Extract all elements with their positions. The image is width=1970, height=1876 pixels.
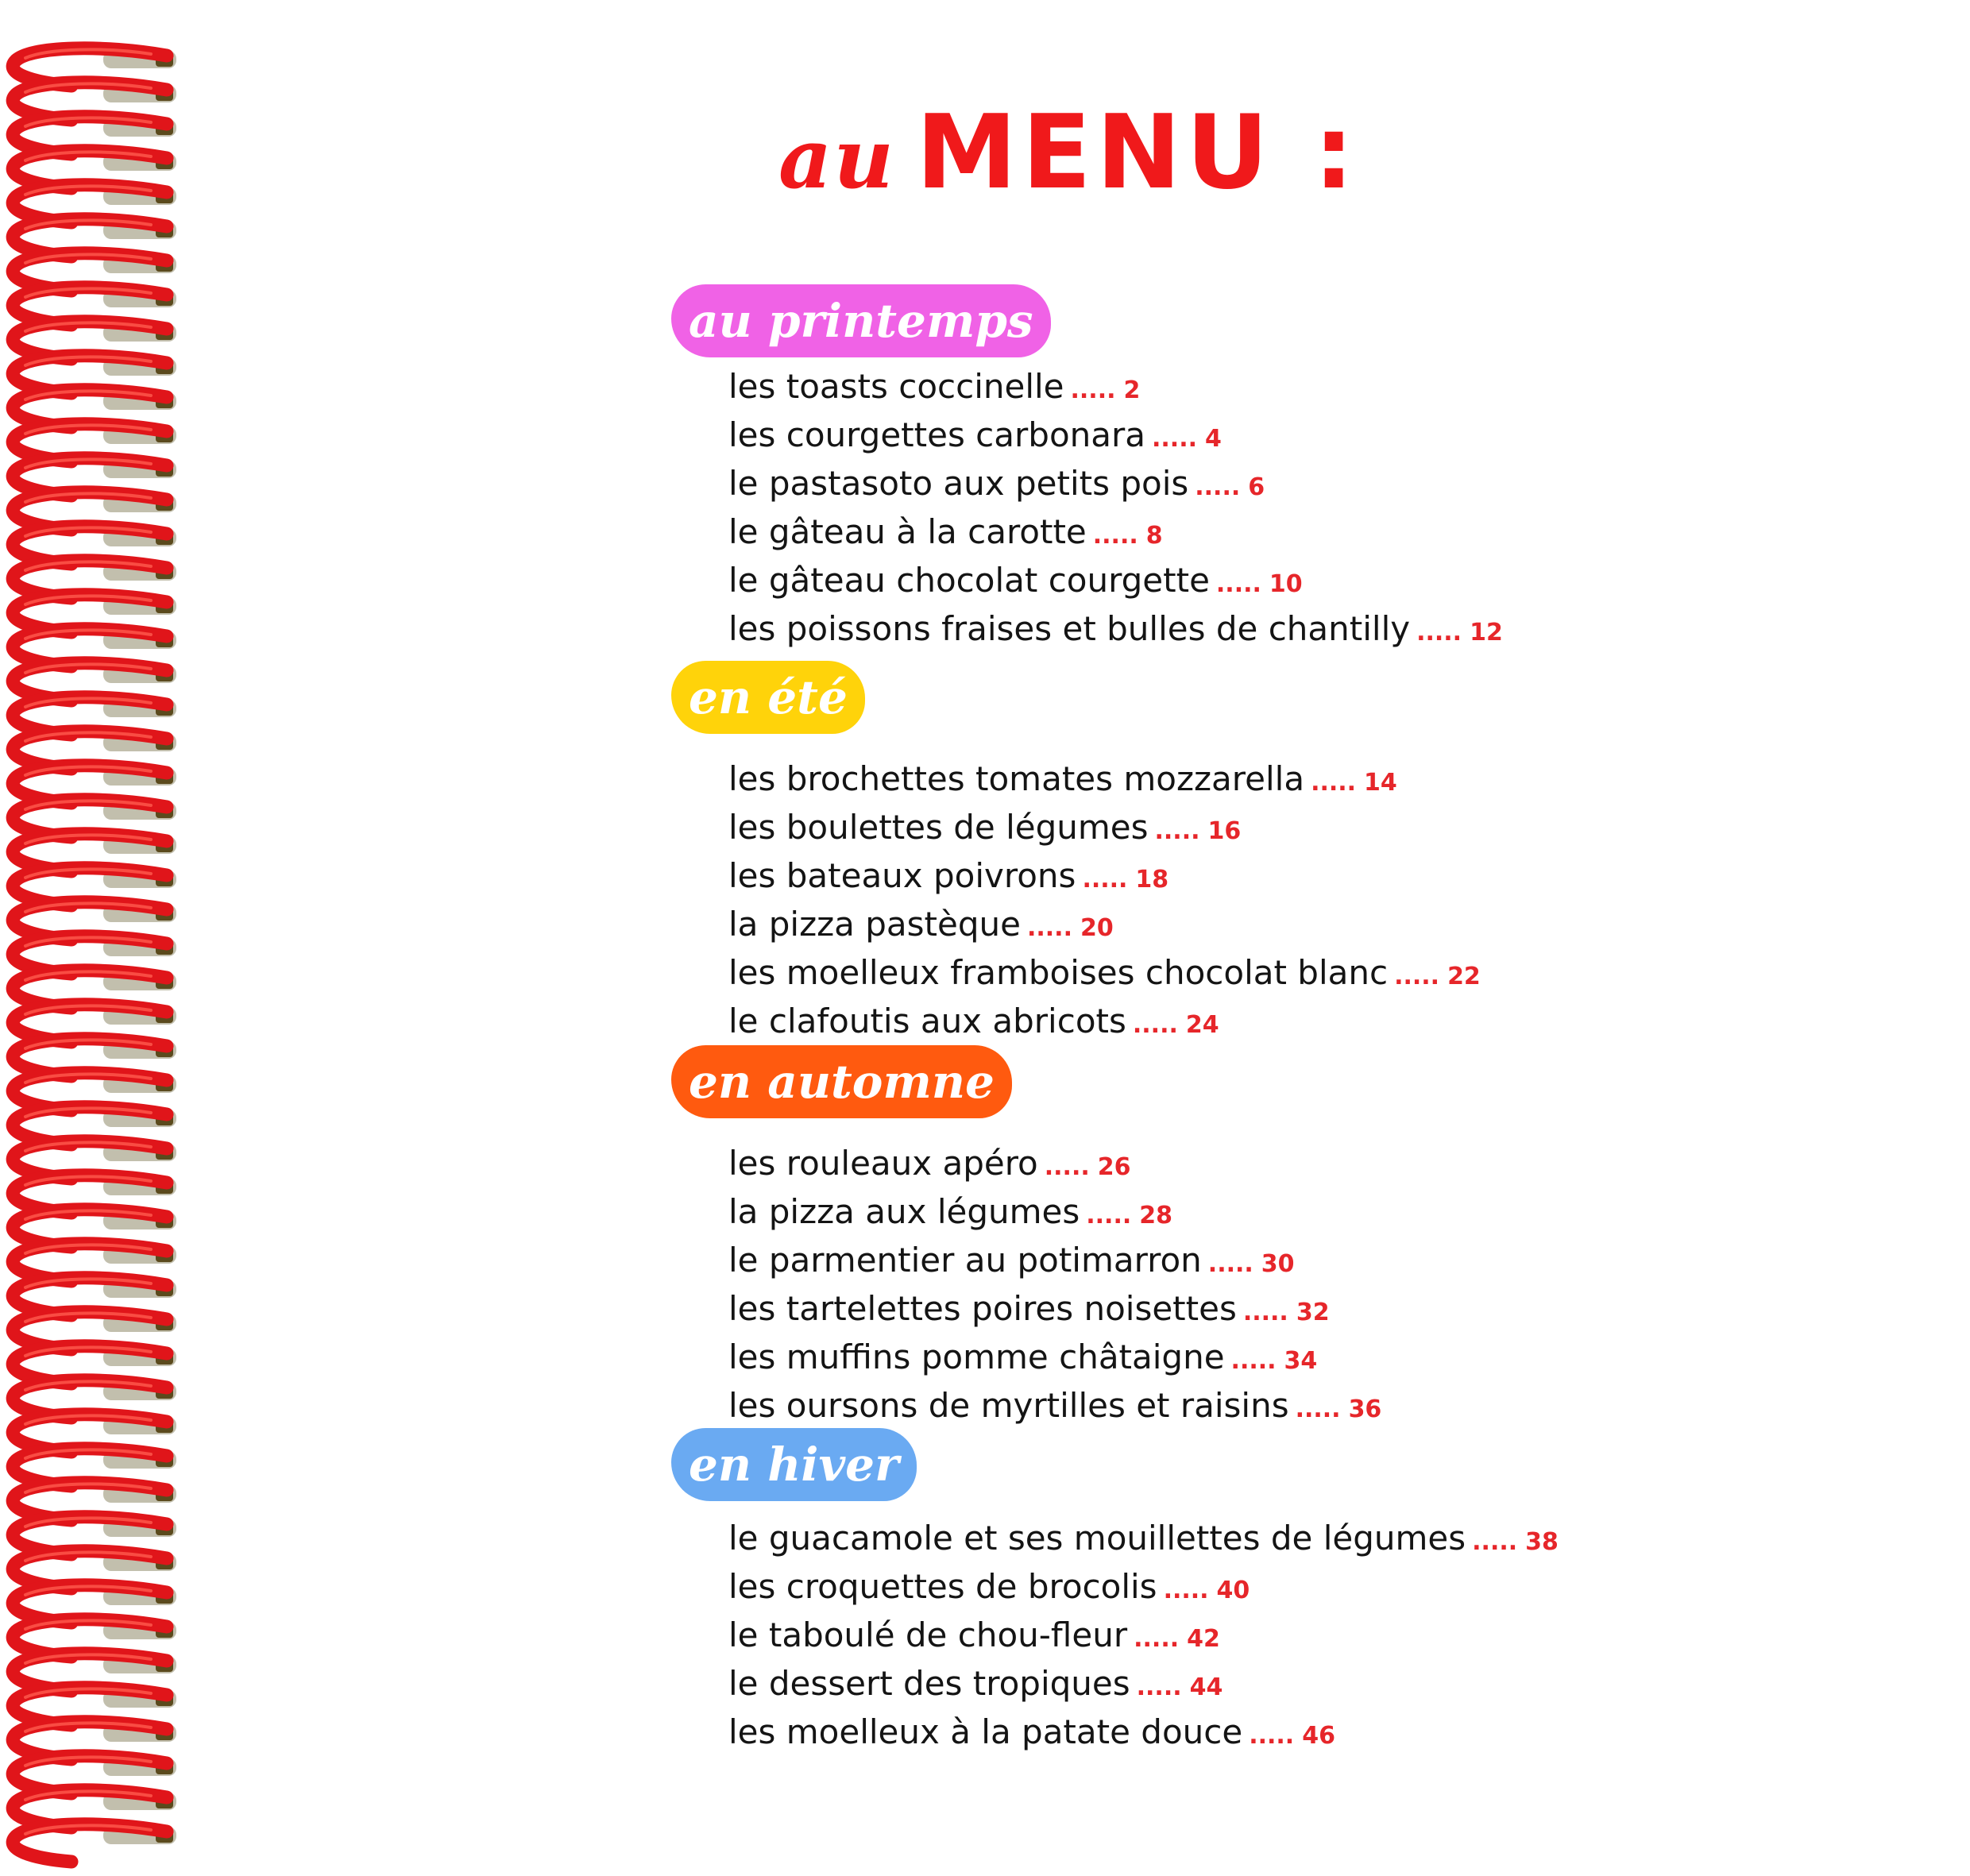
page-title-main: MENU :	[916, 94, 1359, 212]
recipe-name: les boulettes de légumes	[728, 808, 1149, 847]
recipe-item	[728, 1708, 1863, 1756]
recipe-page-number: 10	[1269, 570, 1303, 598]
recipe-page-number: 14	[1364, 769, 1397, 797]
recipe-item	[728, 997, 1863, 1045]
recipe-leader-dots: .....	[1163, 1577, 1209, 1604]
recipe-item	[728, 851, 1863, 900]
recipe-page-number: 2	[1123, 376, 1141, 404]
recipe-leader-dots: .....	[1230, 1347, 1277, 1375]
recipe-page-number: 28	[1139, 1202, 1172, 1229]
recipe-page-number: 16	[1207, 817, 1242, 845]
section-ete	[671, 661, 1863, 1045]
spiral-binding	[0, 32, 191, 1874]
recipe-leader-dots: .....	[1152, 425, 1197, 453]
recipe-name: le dessert des tropiques	[728, 1664, 1130, 1703]
recipe-page-number: 38	[1525, 1528, 1559, 1556]
recipe-leader-dots: .....	[1154, 817, 1200, 845]
recipe-leader-dots: .....	[1207, 1250, 1253, 1278]
page-title	[778, 94, 1359, 212]
recipe-item	[728, 604, 1863, 653]
recipe-name: la pizza aux légumes	[728, 1192, 1080, 1231]
recipe-item	[728, 1333, 1863, 1381]
recipe-name: les poissons fraises et bulles de chantilly	[728, 609, 1411, 648]
recipe-item	[728, 1611, 1863, 1659]
recipe-item	[728, 900, 1863, 948]
recipe-item	[728, 1284, 1863, 1333]
section-printemps	[671, 284, 1863, 653]
section-automne	[671, 1045, 1863, 1430]
recipe-page-number: 4	[1204, 425, 1222, 453]
recipe-name: le clafoutis aux abricots	[728, 1002, 1126, 1040]
recipe-page-number: 8	[1145, 522, 1163, 550]
recipe-page-number: 42	[1187, 1625, 1220, 1653]
recipe-item	[728, 556, 1863, 604]
recipe-item	[728, 948, 1863, 997]
recipe-item	[728, 459, 1863, 508]
recipe-leader-dots: .....	[1082, 866, 1128, 894]
recipe-name: les croquettes de brocolis	[728, 1567, 1157, 1606]
spiral-binding-graphic	[0, 32, 191, 1874]
section-hiver	[671, 1428, 1863, 1756]
recipe-page-number: 12	[1470, 619, 1503, 647]
recipe-name: les toasts coccinelle	[728, 367, 1064, 406]
recipe-leader-dots: .....	[1249, 1722, 1295, 1750]
recipe-page-number: 24	[1185, 1011, 1219, 1039]
recipe-item	[728, 411, 1863, 459]
recipe-item	[728, 1514, 1863, 1562]
recipe-item	[728, 508, 1863, 556]
recipe-name: le gâteau à la carotte	[728, 512, 1087, 551]
recipe-name: les moelleux à la patate douce	[728, 1712, 1243, 1751]
recipe-leader-dots: .....	[1086, 1202, 1132, 1229]
recipe-name: les moelleux framboises chocolat blanc	[728, 953, 1389, 992]
recipe-name: les courgettes carbonara	[728, 415, 1145, 454]
recipe-item	[728, 1187, 1863, 1236]
recipe-name: les oursons de myrtilles et raisins	[728, 1386, 1289, 1425]
recipe-name: les brochettes tomates mozzarella	[728, 759, 1305, 798]
recipe-page-number: 36	[1348, 1395, 1382, 1423]
recipe-name: le parmentier au potimarron	[728, 1241, 1202, 1280]
recipe-page-number: 20	[1080, 914, 1114, 942]
recipe-name: le taboulé de chou-fleur	[728, 1615, 1128, 1654]
recipe-page-number: 46	[1302, 1722, 1335, 1750]
recipe-page-number: 40	[1216, 1577, 1250, 1604]
recipe-leader-dots: .....	[1215, 570, 1261, 598]
recipe-name: les muffins pomme châtaigne	[728, 1338, 1225, 1376]
recipe-page-number: 34	[1284, 1347, 1318, 1375]
recipe-name: la pizza pastèque	[728, 905, 1021, 944]
recipe-page-number: 18	[1135, 866, 1169, 894]
spiral-coil	[13, 1824, 176, 1862]
recipe-name: les tartelettes poires noisettes	[728, 1289, 1237, 1328]
recipe-page-number: 44	[1189, 1673, 1223, 1701]
recipe-leader-dots: .....	[1044, 1153, 1090, 1181]
recipe-page-number: 32	[1296, 1299, 1330, 1326]
recipe-leader-dots: .....	[1472, 1528, 1518, 1556]
recipe-name: le gâteau chocolat courgette	[728, 561, 1210, 600]
recipe-list-automne	[671, 1139, 1863, 1430]
recipe-list-hiver	[671, 1514, 1863, 1756]
recipe-list-printemps	[671, 362, 1863, 653]
recipe-leader-dots: .....	[1134, 1625, 1180, 1653]
recipe-name: le pastasoto aux petits pois	[728, 464, 1189, 503]
recipe-leader-dots: .....	[1394, 963, 1440, 990]
recipe-page-number: 22	[1447, 963, 1481, 990]
recipe-leader-dots: .....	[1242, 1299, 1288, 1326]
recipe-leader-dots: .....	[1070, 376, 1116, 404]
season-badge-printemps: au printemps	[671, 284, 1051, 357]
recipe-name: les bateaux poivrons	[728, 856, 1076, 895]
recipe-leader-dots: .....	[1311, 769, 1357, 797]
recipe-leader-dots: .....	[1132, 1011, 1178, 1039]
recipe-item	[728, 1381, 1863, 1430]
recipe-leader-dots: .....	[1295, 1395, 1341, 1423]
recipe-item	[728, 1659, 1863, 1708]
recipe-item	[728, 362, 1863, 411]
recipe-leader-dots: .....	[1416, 619, 1462, 647]
recipe-item	[728, 1139, 1863, 1187]
recipe-page-number: 6	[1248, 473, 1265, 501]
recipe-leader-dots: .....	[1026, 914, 1072, 942]
recipe-leader-dots: .....	[1136, 1673, 1182, 1701]
recipe-leader-dots: .....	[1195, 473, 1241, 501]
page-title-script: au	[778, 110, 895, 207]
recipe-name: le guacamole et ses mouillettes de légumes	[728, 1519, 1466, 1558]
recipe-item	[728, 1562, 1863, 1611]
recipe-item	[728, 755, 1863, 803]
recipe-item	[728, 1236, 1863, 1284]
recipe-item	[728, 803, 1863, 851]
recipe-page-number: 30	[1261, 1250, 1295, 1278]
recipe-name: les rouleaux apéro	[728, 1144, 1038, 1183]
recipe-list-ete	[671, 755, 1863, 1045]
season-badge-automne: en automne	[671, 1045, 1012, 1118]
season-badge-ete: en été	[671, 661, 865, 734]
recipe-page-number: 26	[1097, 1153, 1131, 1181]
season-badge-hiver: en hiver	[671, 1428, 917, 1501]
recipe-leader-dots: .....	[1092, 522, 1138, 550]
